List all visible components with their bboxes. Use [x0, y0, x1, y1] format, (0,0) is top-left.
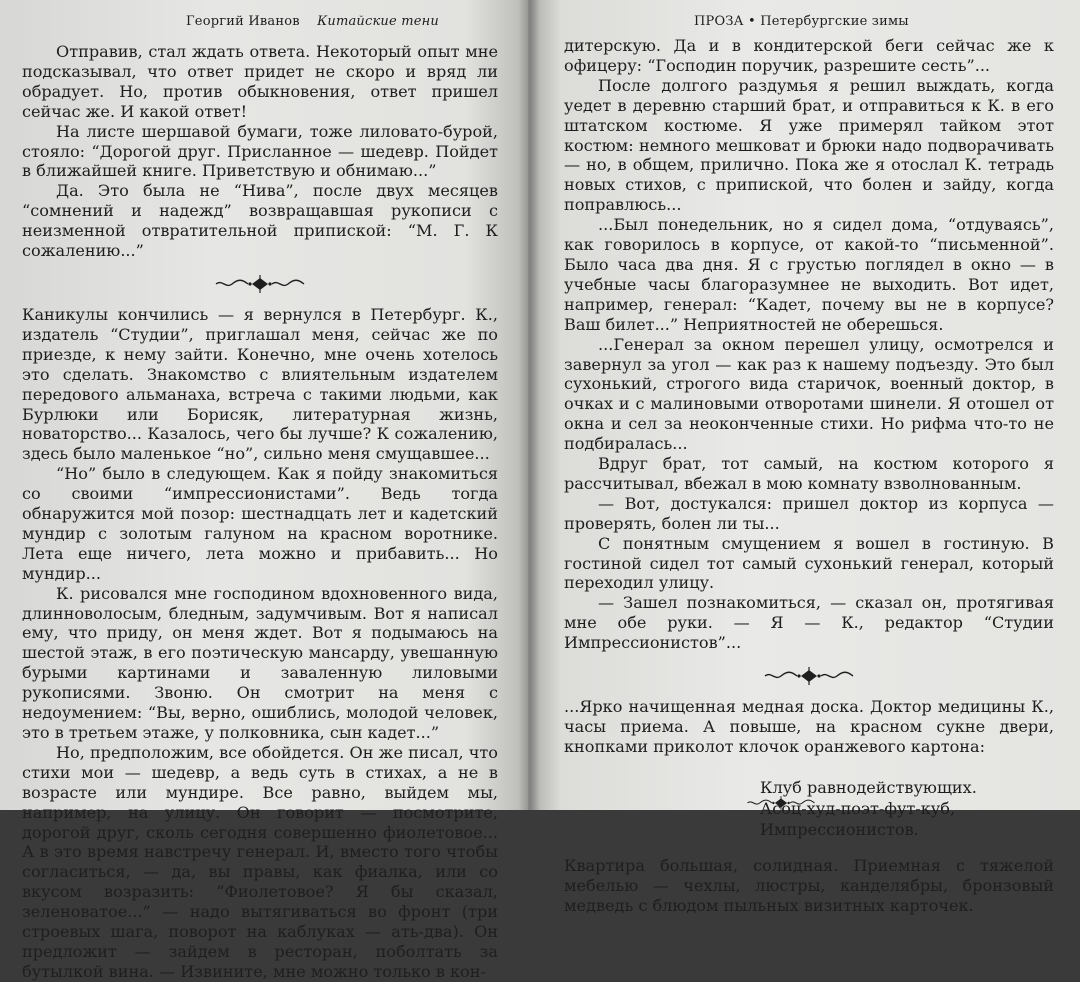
paragraph: Отправив, стал ждать ответа. Некоторый опыт мне подсказывал, что ответ придет не скоро и вряд ли обрадует. Но, против обыкновения, ответ пришел сейчас же. И какой ответ!: [22, 42, 498, 121]
paragraph: — Вот, достукался: пришел доктор из корпуса — проверять, болен ли ты...: [564, 493, 1054, 533]
paragraph: Но, предположим, все обойдется. Он же писал, что стихи мои — шедевр, а ведь суть в стихах, а не в возрасте или мундире. Все равно, выйдем мы, например, на улицу. Он говорит — посмотрите, дорогой друг, сколь сегодня совершенно фиолетовое... А в это время навстречу генерал. И, вместо того чтобы согласиться, — да, вы правы, как фиалка, или со вкусом возразить: “Фиолетовое? Я бы сказал, зеленоватое...” — надо вытягиваться во фронт (три строевых шага, поворот на каблуках — ать-два). Он предложит — зайдем в ресторан, поболтать за бутылкой вина. — Извините, мне можно только в кон-: [22, 742, 498, 981]
poem-line: Импрессионистов.: [760, 819, 919, 839]
paragraph: ...Был понедельник, но я сидел дома, “отдуваясь”, как говорилось в корпусе, от какой-то “письменной”. Было часа два дня. Я с грустью поглядел в окно — в учебные часы благоразумнее не выходить. Вот идет, например, генерал: “Кадет, почему вы не в корпусе? Ваш билет...” Неприятностей не оберешься.: [564, 215, 1054, 334]
right-running-head: [694, 14, 909, 29]
section-break-ornament-icon: [763, 667, 855, 685]
header-separator: •: [748, 14, 756, 29]
paragraph: дитерскую. Да и в кондитерской беги сейчас же к офицеру: “Господин поручик, разрешите сесть”...: [564, 36, 1054, 75]
book-gutter: [518, 0, 540, 810]
left-page: [0, 0, 528, 981]
left-page-text: [22, 42, 498, 982]
header-author: Георгий Иванов: [186, 14, 300, 29]
paragraph: Каникулы кончились — я вернулся в Петербург. К., издатель “Студии”, приглашал меня, сейчас же по приезде, к нему зайти. Конечно, мне очень хотелось это сделать. Знакомство с влиятельным издателем передового альманаха, встреча с такими людьми, как Бурлюки или Борисяк, литературная жизнь, новаторство... Казалось, чего бы лучше? К сожалению, здесь было маленькое “но”, сильно меня смущавшее...: [22, 304, 498, 464]
paragraph: К. рисовался мне господином вдохновенного вида, длинноволосым, бледным, задумчивым. Вот я написал ему, что приду, он меня ждет. Вот я подымаюсь на шестой этаж, в его поэтическую мансарду, увешанную бурыми картинами и заваленную лиловыми рукописями. Звоню. Он смотрит на меня с недоумением: “Вы, верно, ошиблись, молодой человек, это в третьем этаже, у полковника, сын кадет...”: [22, 583, 498, 742]
section-break-ornament-icon: [214, 275, 306, 293]
paragraph: С понятным смущением я вошел в гостиную. В гостиной сидел тот самый сухонький генерал, который переходил улицу.: [564, 533, 1054, 593]
poem-line: Клуб равнодействующих.: [760, 777, 977, 797]
poem-line: Асоц-худ-поэт-фут-куб,: [760, 798, 956, 818]
paragraph: После долгого раздумья я решил выждать, когда уедет в деревню старший брат, и отправиться к К. в его штатском костюме. Я уже примерял тайком этот костюм: немного мешковат и брюки надо подворачивать — но, в общем, прилично. Пока же я отослал К. тетрадь новых стихов, с припиской, что болен и зайду, когда поправлюсь...: [564, 75, 1054, 215]
header-section: ПРОЗА: [694, 14, 744, 29]
right-page: [528, 0, 1080, 915]
paragraph: ...Ярко начищенная медная доска. Доктор медицины К., часы приема. А повыше, на красном сукне двери, кнопками приколот клочок оранжевого картона:: [564, 697, 1054, 756]
paragraph: “Но” было в следующем. Как я пойду знакомиться со своими “импрессионистами”. Ведь тогда обнаружится мой позор: шестнадцать лет и кадетский мундир с золотым галуном на красном воротнике. Лета еще ничего, лета можно и прибавить... Но мундир...: [22, 464, 498, 583]
paragraph: ...Генерал за окном перешел улицу, осмотрелся и завернул за угол — как раз к нашему подъезду. Это был сухонький, строгого вида старичок, военный доктор, в очках и с малиновыми отворотами шинели. Я отошел от окна и сел за неоконченные стихи. Но рифма что-то не подбиралась...: [564, 334, 1054, 454]
header-chapter: Петербургские зимы: [760, 14, 909, 29]
bottom-ornament-icon: [746, 796, 816, 810]
paragraph: На листе шершавой бумаги, тоже лиловато-бурой, стояло: “Дорогой друг. Присланное — шедевр. Пойдет в ближайшей книге. Приветствую и обнимаю...”: [22, 121, 498, 181]
paragraph: Квартира большая, солидная. Приемная с тяжелой мебелью — чехлы, люстры, канделябры, бронзовый медведь с блюдом пыльных визитных карточек.: [564, 855, 1054, 915]
paragraph: Вдруг брат, тот самый, на костюм которого я рассчитывал, вбежал в мою комнату взволнованным.: [564, 454, 1054, 493]
paragraph: Да. Это была не “Нива”, после двух месяцев “сомнений и надежд” возвращавшая рукописи с неизменной отвратительной припиской: “М. Г. К сожалению...”: [22, 181, 498, 261]
left-running-head: [186, 14, 439, 29]
paragraph: — Зашел познакомиться, — сказал он, протягивая мне обе руки. — Я — К., редактор “Студии Импрессионистов”...: [564, 593, 1054, 653]
right-page-text: [564, 36, 1054, 916]
header-book-title: Китайские тени: [317, 14, 439, 29]
